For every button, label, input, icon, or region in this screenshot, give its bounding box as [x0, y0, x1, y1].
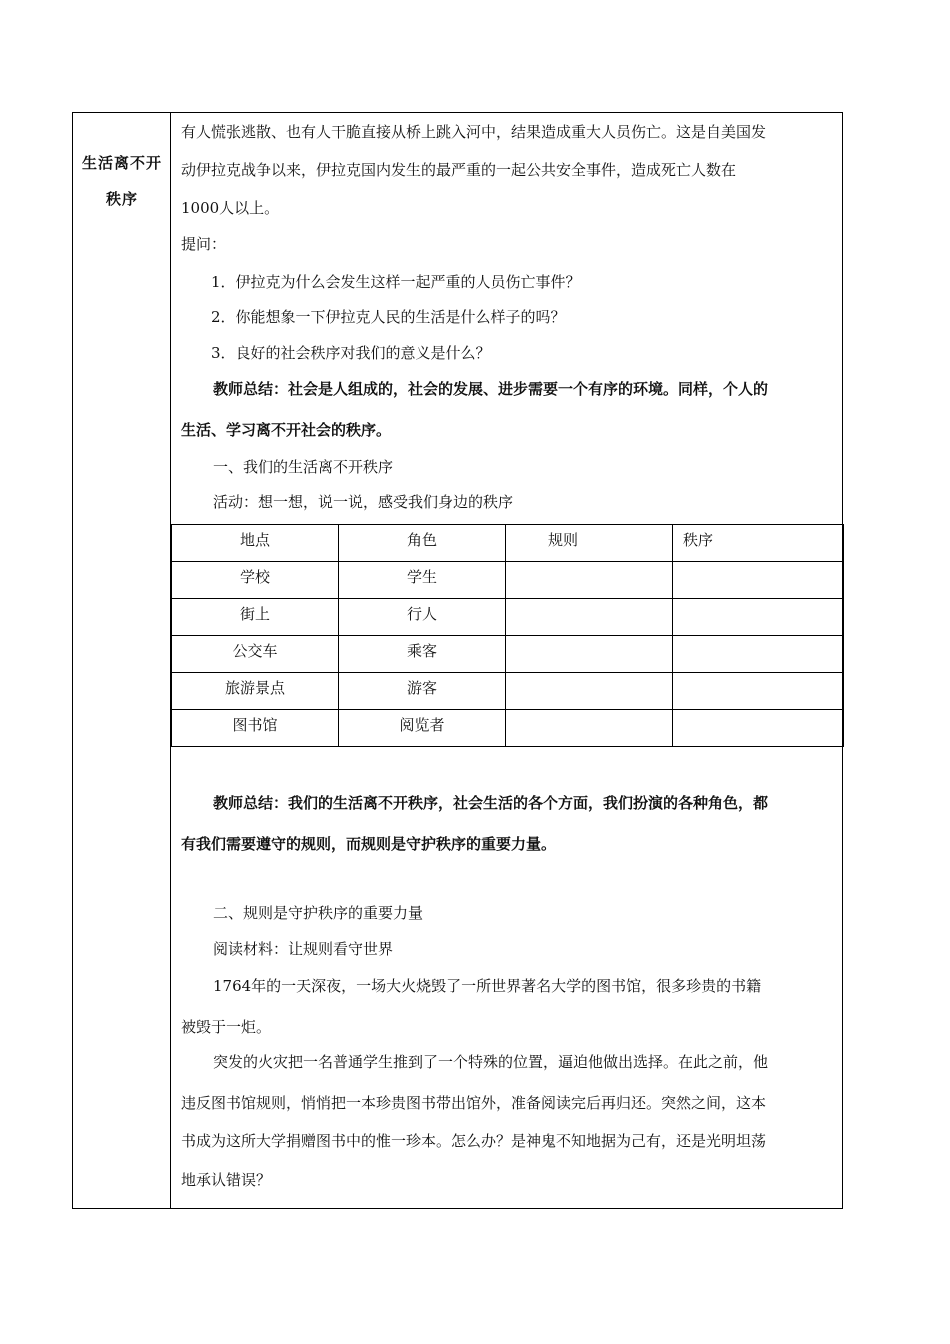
table-row	[172, 562, 844, 599]
question-1: 1．伊拉克为什么会发生这样一起严重的人员伤亡事件？	[211, 273, 581, 291]
header-rule: 规则	[506, 525, 673, 562]
table-row	[172, 599, 844, 636]
cell-order	[673, 673, 844, 710]
para2-line1: 1764年的一天深夜，一场大火烧毁了一所世界著名大学的图书馆，很多珍贵的书籍	[213, 977, 762, 995]
cell-role: 乘客	[339, 636, 506, 673]
order-table	[171, 524, 844, 747]
para1-line3: 1000人以上。	[181, 199, 280, 217]
para3-line1: 突发的火灾把一名普通学生推到了一个特殊的位置，逼迫他做出选择。在此之前，他	[213, 1053, 769, 1071]
cell-role: 阅览者	[339, 710, 506, 747]
cell-rule	[506, 673, 673, 710]
table-row	[172, 710, 844, 747]
header-role: 角色	[339, 525, 506, 562]
cell-place: 图书馆	[172, 710, 339, 747]
question-3: 3．良好的社会秩序对我们的意义是什么？	[211, 344, 491, 362]
summary2-line1: 教师总结：我们的生活离不开秩序，社会生活的各个方面，我们扮演的各种角色，都	[213, 794, 769, 812]
reading-title: 阅读材料：让规则看守世界	[213, 940, 394, 958]
cell-order	[673, 599, 844, 636]
cell-rule	[506, 562, 673, 599]
cell-place: 学校	[172, 562, 339, 599]
activity-text: 活动：想一想，说一说，感受我们身边的秩序	[213, 493, 514, 511]
cell-order	[673, 562, 844, 599]
cell-place: 街上	[172, 599, 339, 636]
para3-line3: 书成为这所大学捐赠图书中的惟一珍本。怎么办？是神鬼不知地据为己有，还是光明坦荡	[181, 1132, 767, 1150]
para1-line2: 动伊拉克战争以来，伊拉克国内发生的最严重的一起公共安全事件，造成死亡人数在	[181, 161, 737, 179]
cell-role: 游客	[339, 673, 506, 710]
cell-rule	[506, 710, 673, 747]
table-row	[172, 636, 844, 673]
cell-order	[673, 636, 844, 673]
header-place: 地点	[172, 525, 339, 562]
cell-place: 公交车	[172, 636, 339, 673]
table-header-row	[172, 525, 844, 562]
cell-role: 学生	[339, 562, 506, 599]
para2-line2: 被毁于一炬。	[181, 1018, 272, 1036]
summary2-line2: 有我们需要遵守的规则，而规则是守护秩序的重要力量。	[181, 835, 557, 853]
header-order: 秩序	[673, 525, 844, 562]
cell-role: 行人	[339, 599, 506, 636]
lesson-table	[72, 112, 843, 1209]
summary1-line2: 生活、学习离不开社会的秩序。	[181, 421, 392, 439]
para3-line4: 地承认错误？	[181, 1171, 272, 1189]
summary1-line1: 教师总结：社会是人组成的，社会的发展、进步需要一个有序的环境。同样，个人的	[213, 380, 769, 398]
cell-rule	[506, 636, 673, 673]
cell-rule	[506, 599, 673, 636]
para1-line1: 有人慌张逃散、也有人干脆直接从桥上跳入河中，结果造成重大人员伤亡。这是自美国发	[181, 123, 767, 141]
cell-order	[673, 710, 844, 747]
cell-place: 旅游景点	[172, 673, 339, 710]
topic-label: 生活离不开秩序	[81, 154, 162, 208]
section2-heading: 二、规则是守护秩序的重要力量	[213, 904, 424, 922]
para3-line2: 违反图书馆规则，悄悄把一本珍贵图书带出馆外，准备阅读完后再归还。突然之间，这本	[181, 1094, 767, 1112]
table-row	[172, 673, 844, 710]
section1-heading: 一、我们的生活离不开秩序	[213, 458, 394, 476]
question-label: 提问：	[181, 235, 227, 253]
question-2: 2．你能想象一下伊拉克人民的生活是什么样子的吗？	[211, 308, 566, 326]
topic-column	[73, 113, 171, 1208]
